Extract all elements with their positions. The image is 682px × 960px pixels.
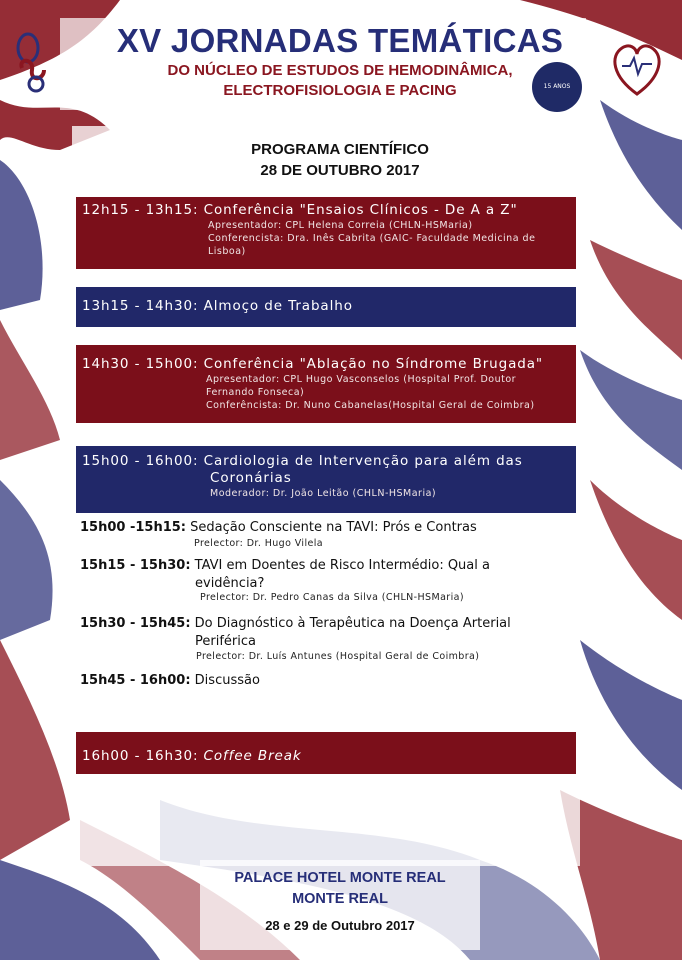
talk-speaker: Prelector: Dr. Hugo Vilela <box>194 538 323 549</box>
heart-logo-left-icon <box>8 28 64 98</box>
session-title: 14h30 - 15h00: Conferência "Ablação no Síndrome Brugada" <box>82 356 544 372</box>
venue-name: PALACE HOTEL MONTE REAL <box>234 870 446 886</box>
session-detail: Apresentador: CPL Helena Correia (CHLN-HSMaria) <box>208 220 473 231</box>
talk-item <box>80 557 560 574</box>
session-title-line1: 15h00 - 16h00: Cardiologia de Intervenção para além das <box>82 453 523 469</box>
session-block-conference-2 <box>76 345 576 423</box>
talk-title-continued: Periférica <box>195 634 256 649</box>
session-detail: Apresentador: CPL Hugo Vasconselos (Hospital Prof. Doutor <box>206 374 517 385</box>
talk-time: 15h30 - 15h45: <box>80 616 191 631</box>
talk-speaker: Prelector: Dr. Pedro Canas da Silva (CHLN-HSMaria) <box>200 592 464 603</box>
talk-time: 15h45 - 16h00: <box>80 673 191 688</box>
talk-title: Sedação Consciente na TAVI: Prós e Contras <box>190 520 477 535</box>
venue-city: MONTE REAL <box>292 891 388 907</box>
session-block-lunch <box>76 287 576 327</box>
session-detail: Conferêncista: Dr. Nuno Cabanelas(Hospital Geral de Coimbra) <box>206 400 535 411</box>
talk-item <box>80 672 560 689</box>
talk-time: 15h15 - 15h30: <box>80 558 191 573</box>
session-block-coffee-break <box>76 732 576 774</box>
talk-title: Do Diagnóstico à Terapêutica na Doença Arterial <box>194 616 511 631</box>
session-time: 16h00 - 16h30: <box>82 748 199 764</box>
session-detail: Conferencista: Dra. Inês Cabrita (GAIC- Faculdade Medicina de <box>208 233 536 244</box>
session-detail: Fernando Fonseca) <box>206 387 305 398</box>
session-block-conference-1 <box>76 197 576 269</box>
session-title: Coffee Break <box>203 748 302 764</box>
session-detail: Lisboa) <box>208 246 246 257</box>
talk-speaker: Prelector: Dr. Luís Antunes (Hospital Geral de Coimbra) <box>196 651 480 662</box>
program-heading: PROGRAMA CIENTÍFICO <box>251 141 429 158</box>
talk-title: Discussão <box>194 673 260 688</box>
session-title-line2: Coronárias <box>210 470 292 486</box>
session-title: 13h15 - 14h30: Almoço de Trabalho <box>82 298 353 314</box>
session-detail: Moderador: Dr. João Leitão (CHLN-HSMaria) <box>210 488 437 499</box>
session-block-intervention <box>76 446 576 513</box>
talk-title: TAVI em Doentes de Risco Intermédio: Qual a <box>194 558 490 573</box>
event-title: XV JORNADAS TEMÁTICAS <box>116 22 564 59</box>
talk-title-continued: evidência? <box>195 576 265 591</box>
event-subtitle-line1: DO NÚCLEO DE ESTUDOS DE HEMODINÂMICA, <box>167 62 513 79</box>
event-subtitle-line2: ELECTROFISIOLOGIA E PACING <box>223 82 457 99</box>
talk-item <box>80 615 560 632</box>
session-title: 12h15 - 13h15: Conferência "Ensaios Clínicos - De A a Z" <box>82 202 518 218</box>
talk-time: 15h00 -15h15: <box>80 520 186 535</box>
badge-text: 15 ANOS <box>543 83 571 90</box>
event-dates: 28 e 29 de Outubro 2017 <box>265 918 415 933</box>
program-date: 28 DE OUTUBRO 2017 <box>260 162 420 179</box>
talk-item <box>80 519 560 536</box>
